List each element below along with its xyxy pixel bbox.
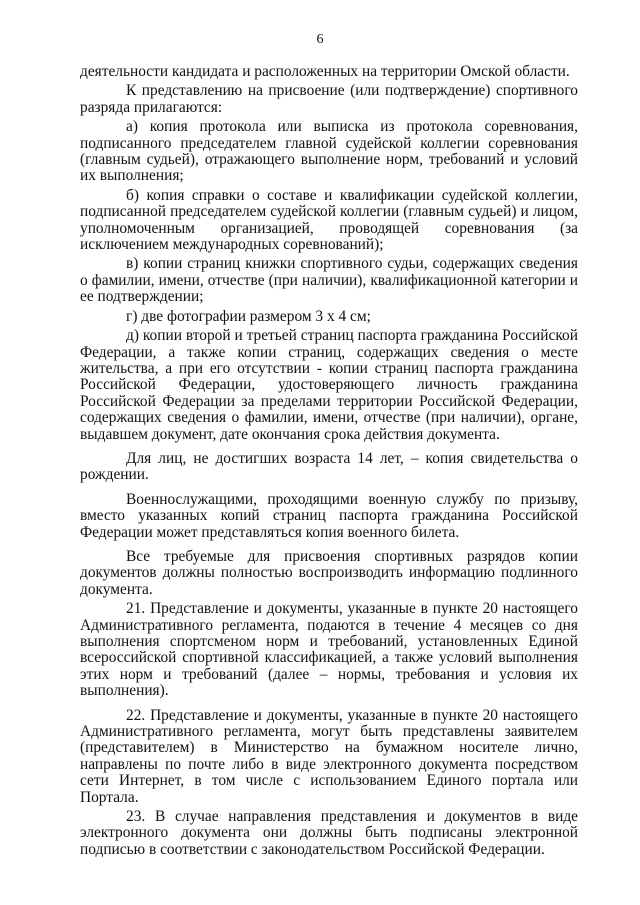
document-body	[80, 64, 578, 861]
paragraph-item-v: в) копии страниц книжки спортивного судьи, содержащих сведения о фамилии, имени, отчестве (при наличии), квалификационной категории и ее подтверждении;	[80, 255, 578, 306]
paragraph-item-b: б) копия справки о составе и квалификации судейской коллегии, подписанной председателем судейской коллегии (главным судьей) и лицом, уполномоченным организацией, проводящей соревнования (за исключением международных соревнований);	[80, 186, 578, 254]
paragraph-attachments-intro: К представлению на присвоение (или подтверждение) спортивного разряда прилагаются:	[80, 82, 578, 116]
paragraph-clause-22: 22. Представление и документы, указанные в пункте 20 настоящего Административного регламента, могут быть представлены заявителем (представителем) в Министерство на бумажном носителе лично, направлены по почте либо в виде электронного документа посредством сети Интернет, в том числе с использованием Единого портала или Портала.	[80, 706, 578, 806]
paragraph-item-d: д) копии второй и третьей страниц паспорта гражданина Российской Федерации, а также копии страниц, содержащих сведения о месте жительства, а при его отсутствии - копии страниц паспорта гражданина Российской Федерации, удостоверяющего личность гражданина Российской Федерации за пределами территории Российской Федерации, содержащих сведения о фамилии, имени, отчестве (при наличии), органе, выдавшем документ, дате окончания срока действия документа.	[80, 327, 578, 443]
paragraph-item-a: а) копия протокола или выписка из протокола соревнования, подписанного председателем главной судейской коллегии соревнования (главным судьей), отражающего выполнение норм, требований и условий их выполнения;	[80, 118, 578, 185]
paragraph-copies-requirement: Все требуемые для присвоения спортивных разрядов копии документов должны полностью воспроизводить информацию подлинного документа.	[80, 547, 578, 598]
paragraph-clause-21: 21. Представление и документы, указанные в пункте 20 настоящего Административного регламента, подаются в течение 4 месяцев со дня выполнения спортсменом норм и требований, установленных Единой всероссийской спортивной классификацией, а также условий выполнения этих норм и требований (далее – нормы, требования и условия их выполнения).	[80, 600, 578, 700]
paragraph-military: Военнослужащими, проходящими военную службу по призыву, вместо указанных копий страниц паспорта гражданина Российской Федерации может представляться копия военного билета.	[80, 490, 578, 541]
paragraph-item-g: г) две фотографии размером 3 х 4 см;	[126, 307, 371, 325]
paragraph-clause-23: 23. В случае направления представления и документов в виде электронного документа они должны быть подписаны электронной подписью в соответствии с законодательством Российской Федерации.	[80, 808, 578, 858]
page-number: 6	[316, 32, 324, 47]
paragraph-under-14: Для лиц, не достигших возраста 14 лет, – копия свидетельства о рождении.	[80, 449, 578, 484]
paragraph-continuation: деятельности кандидата и расположенных на территории Омской области.	[80, 63, 570, 80]
